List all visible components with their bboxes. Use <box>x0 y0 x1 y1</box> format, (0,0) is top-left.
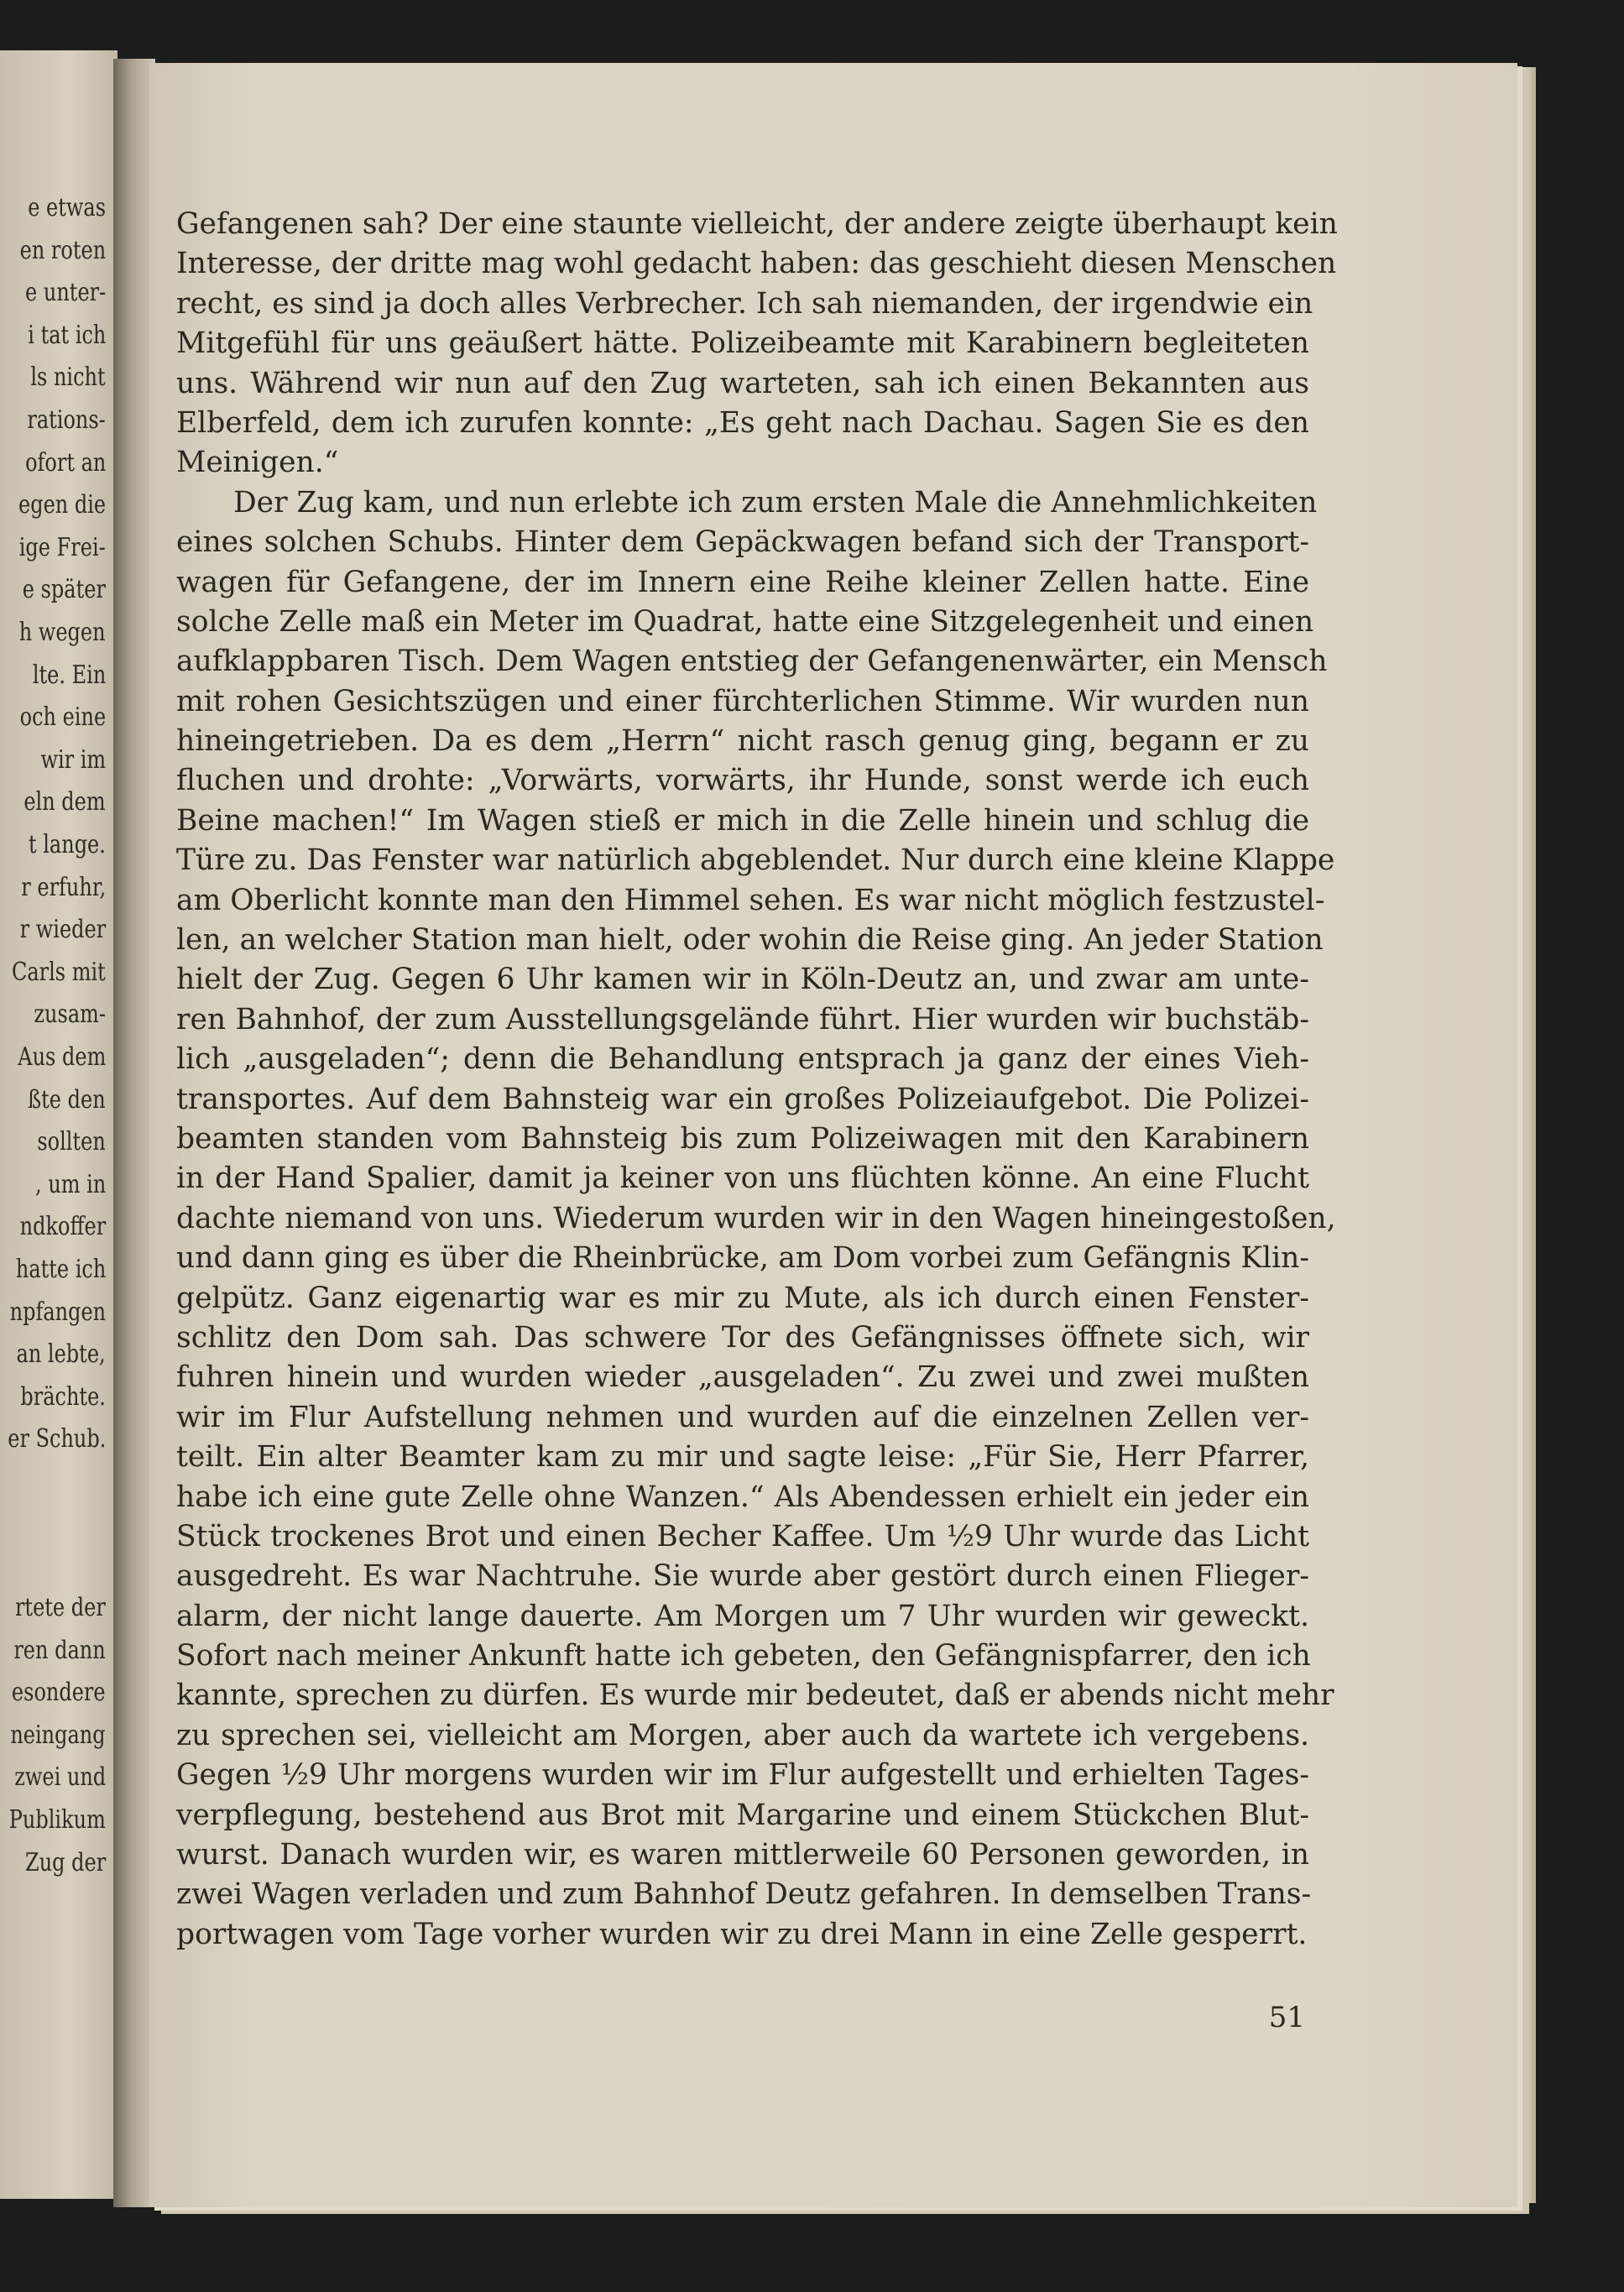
text-line: habe ich eine gute Zelle ohne Wanzen.“ Als Abendessen erhielt ein jeder ein <box>176 1480 1309 1514</box>
text-line: portwagen vom Tage vorher wurden wir zu drei Mann in eine Zelle gesperrt. <box>176 1917 1308 1951</box>
text-line: fuhren hinein und wurden wieder „ausgeladen“. Zu zwei und zwei mußten <box>176 1360 1309 1395</box>
text-line: am Oberlicht konnte man den Himmel sehen. Es war nicht möglich festzustel- <box>176 883 1325 917</box>
left-page-text-fragment: ofort an <box>24 447 106 478</box>
left-page-text-fragment: hatte ich <box>15 1255 106 1284</box>
text-line: Gegen ½9 Uhr morgens wurden wir im Flur aufgestellt und erhielten Tages- <box>176 1758 1309 1793</box>
text-line: hineingetrieben. Da es dem „Herrn“ nicht rasch genug ging, begann er zu <box>176 724 1309 759</box>
text-line: Elberfeld, dem ich zurufen konnte: „Es geht nach Dachau. Sagen Sie es den <box>176 405 1309 440</box>
left-page-text-fragment: Zug der <box>24 1847 106 1877</box>
left-page-text-fragment: sollten <box>37 1127 106 1157</box>
left-page-text-fragment: r erfuhr, <box>20 872 106 902</box>
text-line: Türe zu. Das Fenster war natürlich abgeblendet. Nur durch eine kleine Klappe <box>176 843 1335 878</box>
text-line: uns. Während wir nun auf den Zug warteten, sah ich einen Bekannten aus <box>176 366 1309 400</box>
text-line: Meinigen.“ <box>176 446 339 480</box>
text-line: Mitgefühl für uns geäußert hätte. Polizeibeamte mit Karabinern begleiteten <box>176 326 1309 361</box>
text-line: Gefangenen sah? Der eine staunte vielleicht, der andere zeigte überhaupt kein <box>176 207 1338 241</box>
left-page-text-fragment: esondere <box>12 1678 106 1708</box>
left-page-text-fragment: t lange. <box>29 830 106 859</box>
text-line: transportes. Auf dem Bahnsteig war ein großes Polizeiaufgebot. Die Polizei- <box>176 1082 1309 1116</box>
text-line: hielt der Zug. Gegen 6 Uhr kamen wir in Köln-Deutz an, und zwar am unte- <box>176 963 1309 997</box>
text-line: in der Hand Spalier, damit ja keiner von uns flüchten könne. An eine Flucht <box>176 1162 1309 1196</box>
left-page-text-fragment: wir im <box>40 744 106 775</box>
left-page-text-fragment: e später <box>22 575 106 605</box>
left-page-text-fragment: rations- <box>27 405 106 435</box>
left-page-text-fragment: ndkoffer <box>19 1212 106 1242</box>
left-page-text-fragment: zusam- <box>34 1000 106 1030</box>
text-line: Interesse, der dritte mag wohl gedacht haben: das geschieht diesen Menschen <box>176 247 1337 281</box>
text-line: solche Zelle maß ein Meter im Quadrat, hatte eine Sitzgelegenheit und einen <box>176 604 1314 639</box>
text-line: ren Bahnhof, der zum Ausstellungsgelände führt. Hier wurden wir buchstäb- <box>176 1002 1309 1036</box>
text-line: und dann ging es über die Rheinbrücke, am Dom vorbei zum Gefängnis Klin- <box>176 1241 1309 1276</box>
left-page-text-fragment: e unter- <box>24 278 106 308</box>
text-line: teilt. Ein alter Beamter kam zu mir und sagte leise: „Für Sie, Herr Pfarrer, <box>176 1440 1309 1475</box>
left-page-text-fragment: Carls mit <box>12 957 106 987</box>
left-page-text-fragment: Publikum <box>8 1805 106 1835</box>
left-page-text-fragment: an lebte, <box>16 1339 106 1370</box>
text-line: ausgedreht. Es war Nachtruhe. Sie wurde aber gestört durch einen Flieger- <box>176 1559 1309 1594</box>
left-page-text-fragment: h wegen <box>19 618 106 647</box>
text-line: Stück trockenes Brot und einen Becher Kaffee. Um ½9 Uhr wurde das Licht <box>176 1519 1309 1553</box>
text-line: verpflegung, bestehend aus Brot mit Margarine und einem Stückchen Blut- <box>176 1798 1309 1832</box>
left-page-text-fragment: ßte den <box>28 1084 106 1115</box>
page-number: 51 <box>1268 2001 1305 2034</box>
left-page-text-fragment: och eine <box>19 702 106 733</box>
left-page-text-fragment: brächte. <box>20 1381 106 1412</box>
left-page-text-fragment: ls nicht <box>30 363 106 393</box>
text-line: wurst. Danach wurden wir, es waren mittlerweile 60 Personen geworden, in <box>176 1838 1309 1872</box>
text-line: zwei Wagen verladen und zum Bahnhof Deutz gefahren. In demselben Trans- <box>176 1877 1312 1912</box>
text-line: lich „ausgeladen“; denn die Behandlung entsprach ja ganz der eines Vieh- <box>176 1042 1309 1077</box>
text-line: wagen für Gefangene, der im Innern eine Reihe kleiner Zellen hatte. Eine <box>176 565 1309 599</box>
left-page-text-fragment: i tat ich <box>27 320 106 350</box>
text-line: fluchen und drohte: „Vorwärts, vorwärts, ihr Hunde, sonst werde ich euch <box>176 764 1309 798</box>
left-page-text-fragment: e etwas <box>28 193 106 222</box>
left-page-text-fragment: eln dem <box>23 787 106 817</box>
text-line: kannte, sprechen zu dürfen. Es wurde mir bedeutet, daß er abends nicht mehr <box>176 1679 1334 1713</box>
left-page-text-fragment: ren dann <box>13 1635 106 1665</box>
text-line: alarm, der nicht lange dauerte. Am Morgen um 7 Uhr wurden wir geweckt. <box>176 1599 1309 1633</box>
text-line: mit rohen Gesichtszügen und einer fürchterlichen Stimme. Wir wurden nun <box>176 684 1309 718</box>
left-page-text-fragment: er Schub. <box>7 1424 106 1454</box>
left-page-text-fragment: egen die <box>18 490 106 520</box>
left-page-fragment <box>0 50 117 2199</box>
left-page-text-fragment: r wieder <box>19 915 106 945</box>
left-page-text-fragment: ige Frei- <box>19 532 106 562</box>
left-page-text-fragment: rtete der <box>15 1593 106 1622</box>
left-page-text-fragment: Aus dem <box>17 1042 106 1072</box>
left-page-text-fragment: npfangen <box>9 1297 106 1327</box>
left-page-text-fragment: en roten <box>19 235 106 265</box>
text-line: wir im Flur Aufstellung nehmen und wurden auf die einzelnen Zellen ver- <box>176 1400 1309 1434</box>
text-line: Sofort nach meiner Ankunft hatte ich gebeten, den Gefängnispfarrer, den ich <box>176 1639 1311 1673</box>
page-body-text <box>176 205 1338 1955</box>
text-line: Der Zug kam, und nun erlebte ich zum ersten Male die Annehmlichkeiten <box>233 485 1318 519</box>
text-line: recht, es sind ja doch alles Verbrecher. Ich sah niemanden, der irgendwie ein <box>176 286 1313 321</box>
text-line: gelpütz. Ganz eigenartig war es mir zu Mute, als ich durch einen Fenster- <box>176 1281 1309 1315</box>
text-line: aufklappbaren Tisch. Dem Wagen entstieg der Gefangenenwärter, ein Mensch <box>176 645 1328 679</box>
left-page-text-fragment: , um in <box>34 1169 106 1199</box>
left-page-text-fragment: zwei und <box>14 1762 106 1793</box>
text-line: schlitz den Dom sah. Das schwere Tor des Gefängnisses öffnete sich, wir <box>176 1320 1309 1355</box>
text-line: beamten standen vom Bahnsteig bis zum Polizeiwagen mit den Karabinern <box>176 1121 1309 1156</box>
left-page-text-fragment: neingang <box>10 1720 106 1750</box>
text-line: dachte niemand von uns. Wiederum wurden wir in den Wagen hineingestoßen, <box>176 1201 1336 1235</box>
left-page-text-fragment: lte. Ein <box>32 660 106 690</box>
text-line: zu sprechen sei, vielleicht am Morgen, aber auch da wartete ich vergebens. <box>176 1718 1309 1752</box>
text-line: eines solchen Schubs. Hinter dem Gepäckwagen befand sich der Transport- <box>176 525 1309 560</box>
text-line: Beine machen!“ Im Wagen stieß er mich in die Zelle hinein und schlug die <box>176 803 1309 838</box>
text-line: len, an welcher Station man hielt, oder wohin die Reise ging. An jeder Station <box>176 923 1324 958</box>
